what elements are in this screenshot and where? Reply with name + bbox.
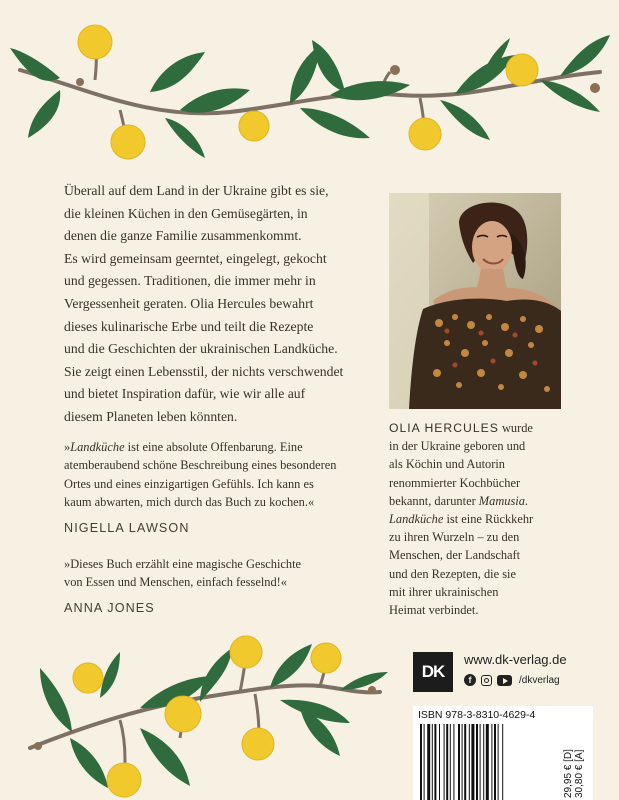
bio-text: ist eine Rückkehr — [443, 512, 534, 527]
author-name: OLIA HERCULES — [389, 421, 499, 435]
barcode-bar — [450, 724, 451, 800]
barcode-bars — [420, 724, 550, 800]
author-photo — [389, 193, 561, 409]
bio-text: . — [524, 493, 529, 508]
price-block — [561, 714, 585, 800]
intro-line: und bietet Inspiration dafür, wie wir alle auf — [64, 386, 306, 402]
publisher-url[interactable]: www.dk-verlag.de — [464, 652, 567, 667]
dk-logo: DK — [413, 652, 453, 692]
book-title: Landküche — [389, 512, 444, 527]
barcode-bar — [462, 724, 463, 800]
barcode-bar — [439, 724, 440, 800]
barcode-bar — [453, 724, 454, 800]
bio-text: bekannt, darunter — [389, 493, 479, 508]
barcode-bar — [486, 724, 489, 800]
quote-author: NIGELLA LAWSON — [64, 520, 190, 535]
bio-line: renommierter Kochbücher — [389, 475, 521, 490]
publisher-block — [413, 652, 583, 692]
quote-line: atemberaubend schöne Beschreibung eines besonderen — [64, 458, 337, 473]
quote-line — [64, 438, 409, 456]
bio-line: und den Rezepten, die sie — [389, 566, 516, 581]
intro-line: die kleinen Küchen in den Gemüsegärten, in — [64, 205, 308, 221]
barcode-bar — [494, 724, 496, 800]
bio-line: Heimat verbindet. — [389, 603, 479, 618]
quote-line: »Dieses Buch erzählt eine magische Geschichte — [64, 557, 302, 571]
book-title: Mamusia — [478, 493, 525, 508]
barcode-bar — [491, 724, 492, 800]
barcode-bar — [502, 724, 503, 800]
quote-nigella-lawson — [64, 438, 409, 537]
facebook-icon[interactable]: f — [464, 674, 476, 686]
quote-line: Ortes und eines einzigartigen Gefühls. Ich kann es — [64, 476, 314, 491]
barcode-bar — [471, 724, 474, 800]
barcode-bar — [498, 724, 499, 800]
intro-line: Es wird gemeinsam geerntet, eingelegt, gekocht — [64, 250, 327, 266]
quote-author: ANNA JONES — [64, 600, 155, 615]
social-handle: /dkverlag — [519, 674, 560, 686]
barcode-bar — [424, 724, 425, 800]
barcode-bar — [476, 724, 478, 800]
bio-line — [389, 510, 569, 528]
quote-line: kaum abwarten, mich durch das Buch zu kochen.« — [64, 495, 315, 510]
barcode-bar — [483, 724, 484, 800]
bio-text: wurde — [498, 421, 533, 435]
intro-text — [64, 180, 404, 429]
barcode-bar — [458, 724, 460, 800]
intro-line: Überall auf dem Land in der Ukraine gibt es sie, — [64, 183, 329, 198]
youtube-icon[interactable] — [497, 675, 512, 686]
barcode-bar — [432, 724, 433, 800]
barcode-bar — [480, 724, 481, 800]
barcode-bar — [464, 724, 466, 800]
intro-line: dieses kulinarische Erbe und teilt die Rezepte — [64, 318, 314, 334]
barcode-bar — [469, 724, 470, 800]
intro-line: Vergessenheit geraten. Olia Hercules bewahrt — [64, 295, 314, 311]
instagram-icon[interactable] — [481, 675, 492, 686]
barcode-bar — [427, 724, 430, 800]
barcode-bar — [444, 724, 445, 800]
price-de: 29,95 € [D] — [563, 749, 574, 798]
isbn-number: ISBN 978-3-8310-4629-4 — [418, 709, 536, 721]
intro-line: diesem Planeten leben könnten. — [64, 408, 238, 424]
quote-open-mark: » — [64, 440, 71, 454]
bio-line — [389, 492, 569, 510]
bio-line: mit ihrer ukrainischen — [389, 584, 499, 599]
intro-line: und die Geschichten der ukrainischen Landküche. — [64, 341, 338, 357]
quote-line: von Essen und Menschen, einfach fesselnd!« — [64, 575, 287, 590]
price-at: 30,80 € [A] — [574, 749, 585, 798]
book-title: Landküche — [70, 440, 125, 454]
barcode-bar — [420, 724, 422, 800]
bio-line: in der Ukraine geboren und — [389, 439, 526, 454]
author-bio — [389, 419, 569, 619]
bio-line: zu ihren Wurzeln – zu den — [389, 530, 520, 545]
barcode-bar — [446, 724, 448, 800]
quote-text: ist eine absolute Offenbarung. Eine — [124, 440, 303, 454]
quote-anna-jones — [64, 555, 409, 617]
lemon-branch-top-illustration — [0, 0, 619, 170]
bio-line — [389, 419, 569, 437]
bio-line: Menschen, der Landschaft — [389, 548, 521, 563]
bio-line: als Köchin und Autorin — [389, 457, 505, 472]
social-links — [464, 674, 560, 686]
barcode-bar — [434, 724, 436, 800]
intro-line: und gegessen. Traditionen, die immer mehr in — [64, 273, 316, 289]
intro-line: denen die ganze Familie zusammenkommt. — [64, 228, 302, 244]
intro-line: Sie zeigt einen Lebensstil, der nichts verschwendet — [64, 363, 344, 379]
